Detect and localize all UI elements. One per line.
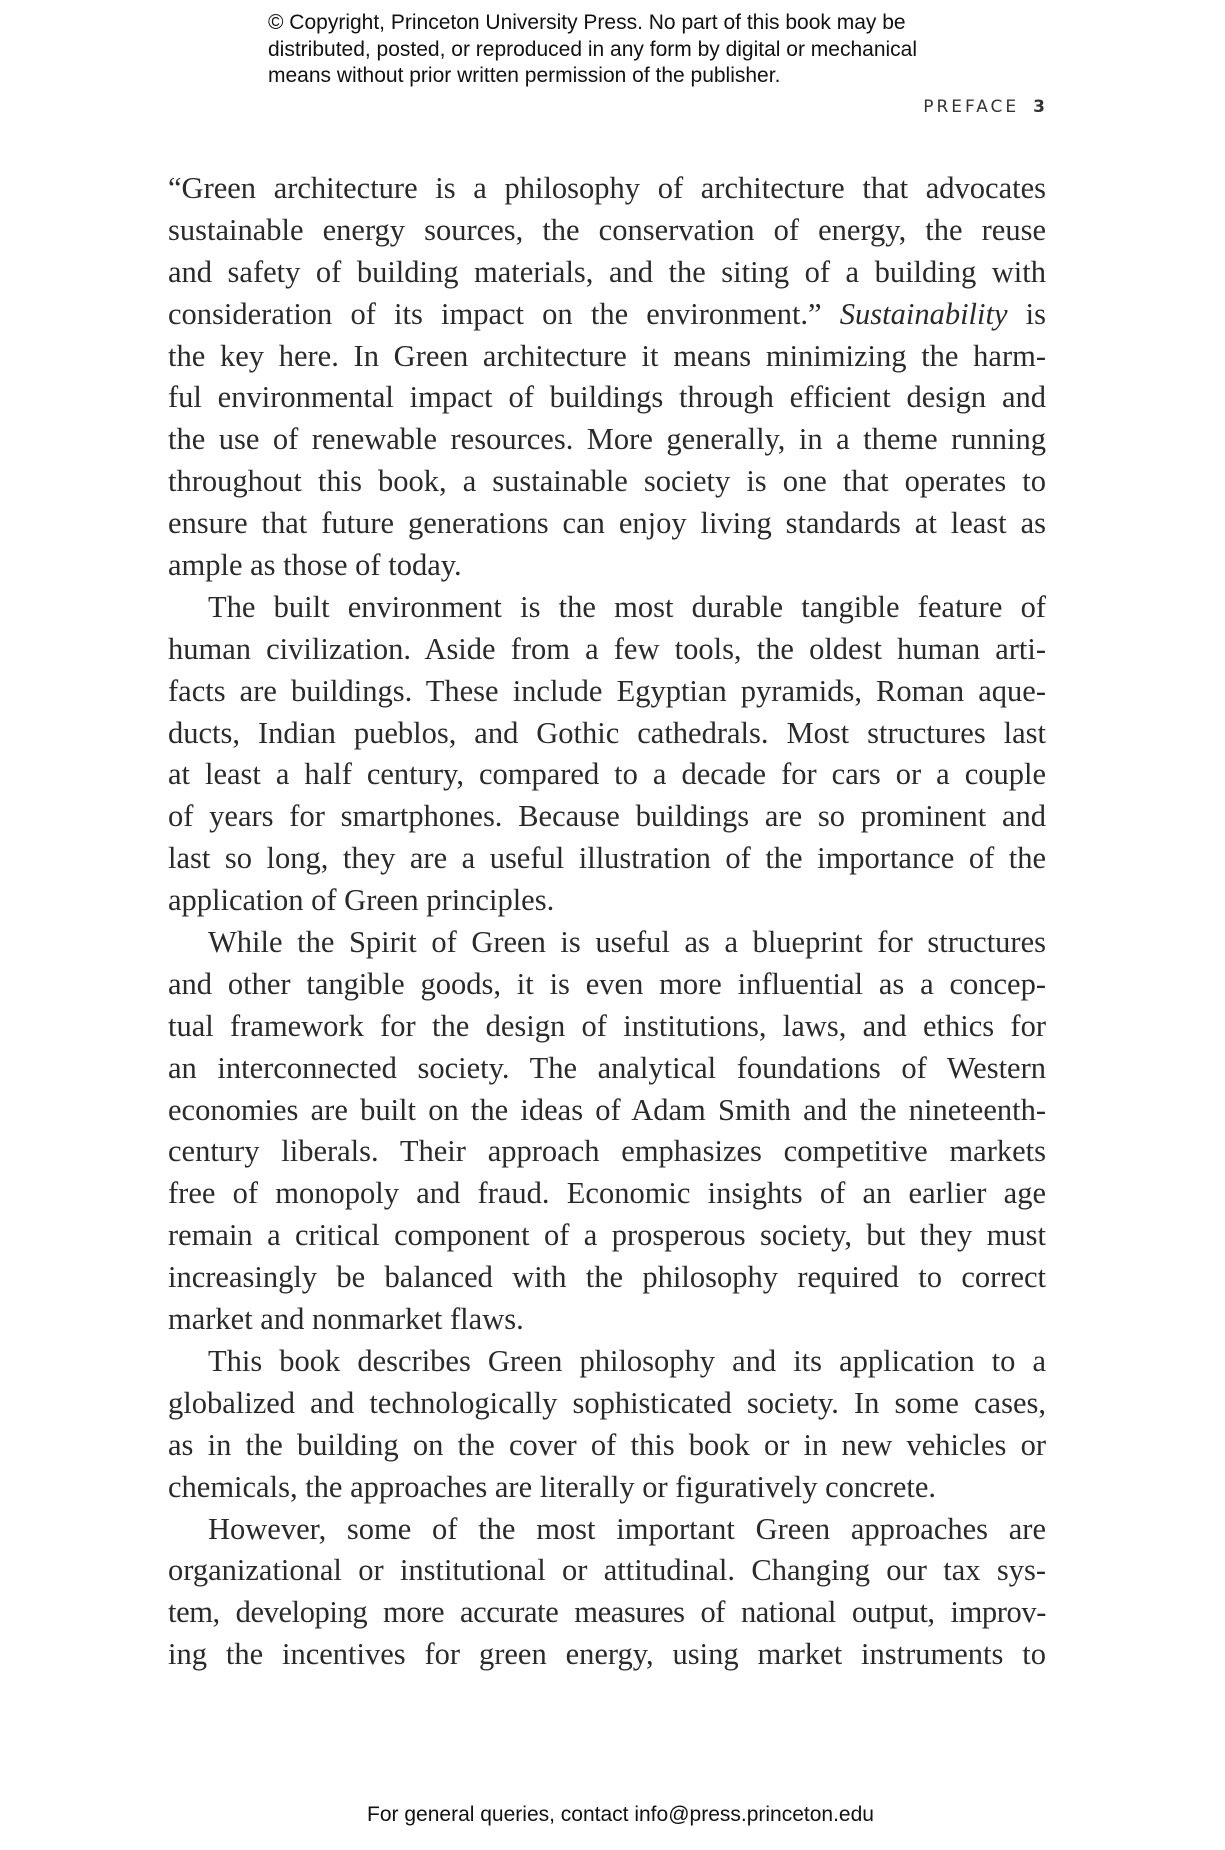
text-line: globalized and technologically sophisticated society. In some cases, (168, 1385, 1046, 1420)
page-number: 3 (1033, 97, 1045, 117)
copyright-line: means without prior written permission of the publisher. (268, 64, 781, 87)
paragraph (168, 1341, 1046, 1509)
text-line: last so long, they are a useful illustration of the importance of the (168, 841, 1046, 876)
text-line: ducts, Indian pueblos, and Gothic cathedrals. Most structures last (168, 715, 1046, 750)
text-line: While the Spirit of Green is useful as a blueprint for structures (208, 925, 1046, 960)
text-line: human civilization. Aside from a few tools, the oldest human arti- (168, 631, 1046, 666)
copyright-line: distributed, posted, or reproduced in any form by digital or mechanical (268, 37, 918, 61)
text-line: This book describes Green philosophy and its application to a (208, 1343, 1046, 1378)
text-line: increasingly be balanced with the philosophy required to correct (168, 1260, 1046, 1295)
footer-contact: For general queries, contact info@press.princeton.edu (367, 1803, 874, 1826)
text-line: organizational or institutional or attitudinal. Changing our tax sys- (168, 1553, 1046, 1588)
footer (0, 1803, 1225, 1827)
body-text (168, 168, 1046, 1676)
text-line: tual framework for the design of institutions, laws, and ethics for (168, 1008, 1046, 1043)
text-line: an interconnected society. The analytical foundations of Western (168, 1050, 1046, 1085)
copyright-notice (268, 10, 988, 90)
text-line (168, 294, 1046, 336)
text-line: remain a critical component of a prosperous society, but they must (168, 1218, 1046, 1253)
text-line: the use of renewable resources. More generally, in a theme running (168, 422, 1046, 457)
text-line: century liberals. Their approach emphasizes competitive markets (168, 1134, 1046, 1169)
text-line: The built environment is the most durable tangible feature of (208, 589, 1046, 624)
copyright-line: © Copyright, Princeton University Press. No part of this book may be (268, 11, 906, 34)
text-segment: consideration of its impact on the environment.” (168, 296, 840, 331)
text-line: chemicals, the approaches are literally or figuratively concrete. (168, 1469, 937, 1504)
paragraph (168, 168, 1046, 587)
text-line: the key here. In Green architecture it means minimizing the harm- (168, 338, 1046, 373)
text-line: However, some of the most important Green approaches are (208, 1511, 1046, 1546)
text-line: economies are built on the ideas of Adam Smith and the nineteenth- (168, 1092, 1046, 1127)
paragraph (168, 1509, 1046, 1677)
text-line: market and nonmarket flaws. (168, 1302, 524, 1337)
text-line: ing the incentives for green energy, using market instruments to (168, 1637, 1046, 1672)
paragraph (168, 922, 1046, 1341)
text-line: at least a half century, compared to a decade for cars or a couple (168, 757, 1046, 792)
text-line: as in the building on the cover of this book or in new vehicles or (168, 1427, 1046, 1462)
text-line: “Green architecture is a philosophy of architecture that advocates (168, 171, 1046, 205)
text-line: ensure that future generations can enjoy living standards at least as (168, 506, 1046, 541)
section-title: PREFACE (923, 97, 1020, 117)
text-segment: is (1007, 296, 1046, 331)
text-line: and other tangible goods, it is even more influential as a concep- (168, 966, 1046, 1001)
text-line: of years for smartphones. Because buildings are so prominent and (168, 799, 1046, 834)
text-line: throughout this book, a sustainable society is one that operates to (168, 464, 1046, 499)
text-line: tem, developing more accurate measures of national output, improv- (168, 1595, 1046, 1630)
running-head (923, 97, 1045, 117)
text-line: sustainable energy sources, the conservation of energy, the reuse (168, 212, 1046, 247)
italic-term: Sustainability (839, 296, 1008, 331)
text-line: ample as those of today. (168, 548, 462, 583)
paragraph (168, 587, 1046, 922)
text-line: free of monopoly and fraud. Economic insights of an earlier age (168, 1176, 1046, 1211)
text-line: application of Green principles. (168, 883, 555, 918)
text-line: ful environmental impact of buildings through efficient design and (168, 380, 1046, 415)
text-line: and safety of building materials, and the siting of a building with (168, 254, 1046, 289)
text-line: facts are buildings. These include Egyptian pyramids, Roman aque- (168, 673, 1046, 708)
